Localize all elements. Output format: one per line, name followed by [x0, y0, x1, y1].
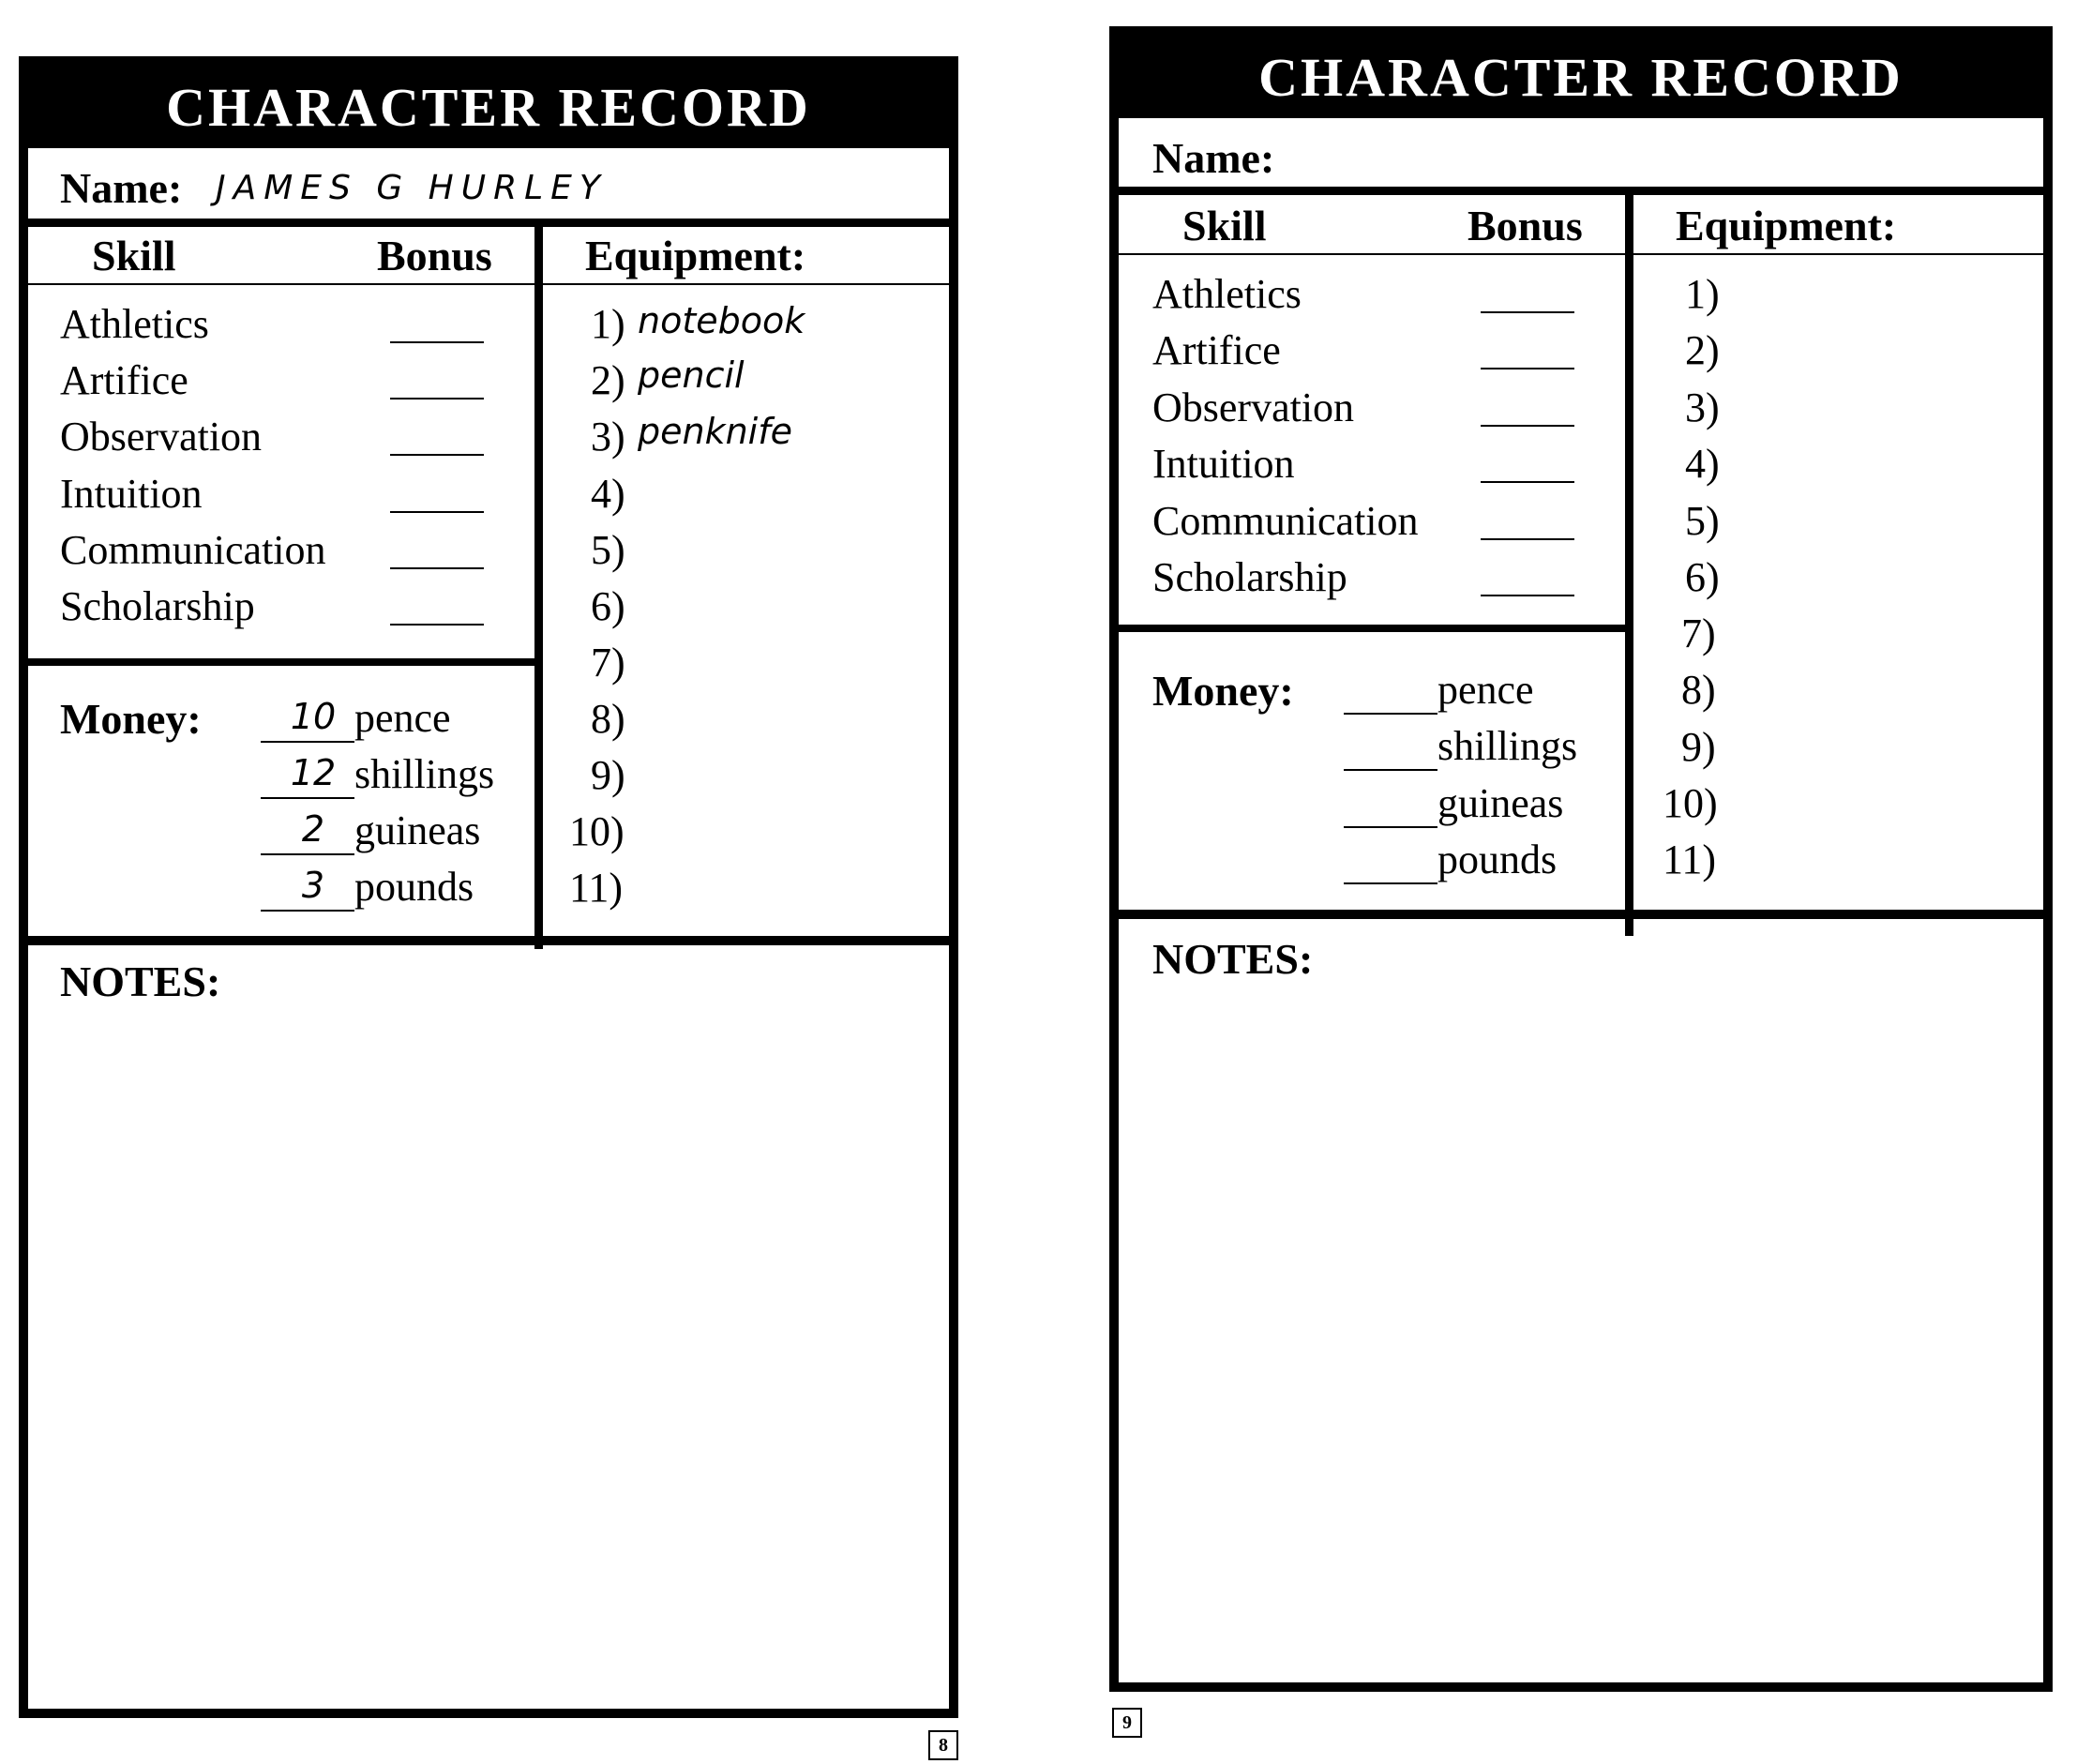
- equipment-number: 7): [591, 640, 625, 686]
- equipment-header: Equipment:: [1676, 202, 1897, 249]
- equipment-header: Equipment:: [585, 232, 806, 279]
- equipment-number: 2): [591, 357, 625, 403]
- header-underline: [1119, 253, 2043, 255]
- money-unit: guineas: [354, 807, 481, 853]
- money-blank: [261, 741, 354, 743]
- equipment-number: 1): [591, 301, 625, 347]
- equipment-number: 4): [1685, 441, 1720, 487]
- equipment-number: 9): [1681, 724, 1716, 770]
- column-divider: [1625, 195, 1633, 936]
- name-row: [1119, 118, 2043, 195]
- column-divider: [534, 227, 543, 949]
- equipment-number: 5): [591, 527, 625, 573]
- notes-divider: [28, 936, 949, 945]
- bonus-blank[interactable]: [1481, 311, 1574, 313]
- name-value[interactable]: JAMES G HURLEY: [216, 169, 608, 207]
- money-unit: pounds: [354, 864, 474, 910]
- skills-money-divider: [1119, 625, 1625, 632]
- name-label: Name:: [1152, 134, 1275, 182]
- equipment-number: 1): [1685, 271, 1720, 317]
- equipment-number: 3): [1685, 384, 1720, 430]
- bonus-header: Bonus: [377, 232, 492, 279]
- equipment-item[interactable]: penknife: [638, 411, 792, 452]
- money-unit: pence: [1437, 667, 1534, 713]
- equipment-item[interactable]: pencil: [638, 354, 745, 396]
- character-record-card-left: [19, 56, 958, 1718]
- notes-area[interactable]: [1119, 990, 2043, 1682]
- equipment-number: 7): [1681, 611, 1716, 656]
- skill-label: Intuition: [1152, 441, 1295, 487]
- bonus-blank[interactable]: [390, 567, 484, 569]
- equipment-number: 4): [591, 471, 625, 517]
- page-number: 9: [1112, 1708, 1142, 1738]
- header-underline: [28, 283, 949, 285]
- money-unit: guineas: [1437, 780, 1564, 826]
- name-field[interactable]: [1306, 128, 2024, 184]
- bonus-blank[interactable]: [390, 398, 484, 400]
- bonus-blank[interactable]: [1481, 538, 1574, 540]
- money-unit: shillings: [354, 751, 495, 797]
- bonus-blank[interactable]: [390, 341, 484, 343]
- equipment-number: 9): [591, 752, 625, 798]
- bonus-blank[interactable]: [390, 511, 484, 513]
- notes-label: NOTES:: [60, 957, 221, 1005]
- skill-header: Skill: [92, 232, 176, 279]
- money-amount[interactable]: 3: [301, 865, 325, 906]
- equipment-number: 10): [1663, 780, 1718, 826]
- page-number: 8: [928, 1730, 958, 1760]
- bonus-blank[interactable]: [390, 624, 484, 626]
- equipment-number: 6): [591, 583, 625, 629]
- skills-money-divider: [28, 658, 534, 666]
- skill-label: Intuition: [60, 471, 203, 517]
- money-blank: [261, 910, 354, 912]
- character-record-card-right: [1109, 26, 2053, 1692]
- notes-divider: [1119, 910, 2043, 919]
- name-row: [28, 148, 949, 227]
- money-amount[interactable]: 2: [301, 808, 325, 850]
- equipment-number: 8): [591, 696, 625, 742]
- money-unit: pence: [354, 695, 451, 741]
- skill-label: Athletics: [60, 301, 209, 347]
- money-label: Money:: [1152, 667, 1294, 715]
- skill-label: Communication: [1152, 498, 1419, 544]
- bonus-blank[interactable]: [1481, 595, 1574, 596]
- skill-label: Scholarship: [1152, 554, 1347, 600]
- money-amount[interactable]: 10: [290, 696, 337, 737]
- equipment-number: 3): [591, 414, 625, 460]
- bonus-blank[interactable]: [1481, 481, 1574, 483]
- equipment-number: 8): [1681, 667, 1716, 713]
- bonus-blank[interactable]: [390, 454, 484, 456]
- card-title: CHARACTER RECORD: [28, 66, 949, 148]
- skill-label: Artifice: [1152, 327, 1281, 373]
- equipment-number: 11): [1663, 837, 1717, 882]
- card-title: CHARACTER RECORD: [1119, 36, 2043, 118]
- money-amount[interactable]: 12: [290, 752, 337, 793]
- equipment-number: 2): [1685, 327, 1720, 373]
- money-blank: [261, 853, 354, 855]
- money-blank: [261, 797, 354, 799]
- equipment-item[interactable]: notebook: [638, 300, 805, 341]
- bonus-blank[interactable]: [1481, 425, 1574, 427]
- skill-header: Skill: [1182, 202, 1267, 249]
- bonus-blank[interactable]: [1481, 368, 1574, 369]
- money-label: Money:: [60, 695, 202, 743]
- name-label: Name:: [60, 164, 183, 212]
- bonus-header: Bonus: [1467, 202, 1583, 249]
- money-unit: shillings: [1437, 723, 1578, 769]
- skill-label: Artifice: [60, 357, 188, 403]
- money-blank[interactable]: [1344, 769, 1437, 771]
- skill-label: Scholarship: [60, 583, 255, 629]
- equipment-number: 11): [569, 865, 624, 911]
- notes-area[interactable]: [28, 1013, 949, 1709]
- skill-label: Observation: [1152, 384, 1355, 430]
- equipment-number: 5): [1685, 498, 1720, 544]
- skill-label: Athletics: [1152, 271, 1302, 317]
- skill-label: Communication: [60, 527, 326, 573]
- money-blank[interactable]: [1344, 713, 1437, 715]
- money-unit: pounds: [1437, 837, 1558, 882]
- skill-label: Observation: [60, 414, 263, 460]
- notes-label: NOTES:: [1152, 935, 1314, 983]
- money-blank[interactable]: [1344, 882, 1437, 884]
- money-blank[interactable]: [1344, 826, 1437, 828]
- equipment-number: 10): [569, 808, 625, 854]
- equipment-number: 6): [1685, 554, 1720, 600]
